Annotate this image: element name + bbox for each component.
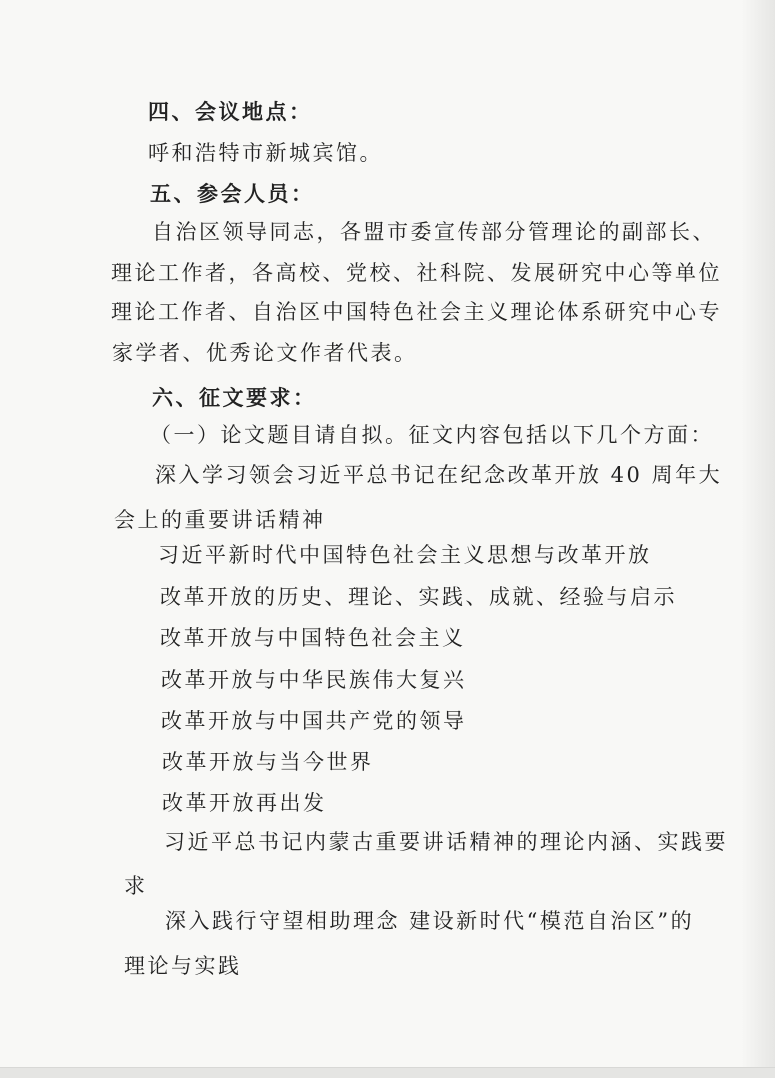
page-edge-shadow: [741, 0, 775, 1078]
section-5-heading: 五、参会人员：: [150, 181, 315, 206]
section-6-intro: （一）论文题目请自拟。征文内容包括以下几个方面：: [150, 423, 714, 447]
topic-line-13: 理论与实践: [124, 954, 242, 978]
topic-line-1: 深入学习领会习近平总书记在纪念改革开放 40 周年大: [155, 463, 723, 487]
topic-line-6: 改革开放与中华民族伟大复兴: [161, 668, 467, 692]
topic-line-3: 习近平新时代中国特色社会主义思想与改革开放: [158, 543, 652, 567]
topic-line-8: 改革开放与当今世界: [162, 750, 374, 774]
topic-line-2: 会上的重要讲话精神: [114, 508, 326, 532]
topic-line-4: 改革开放的历史、理论、实践、成就、经验与启示: [160, 585, 677, 609]
section-5-line-4: 家学者、优秀论文作者代表。: [112, 341, 418, 365]
topic-line-12: 深入践行守望相助理念 建设新时代“模范自治区”的: [165, 909, 695, 933]
topic-line-11: 求: [124, 874, 148, 898]
page-bottom-edge: [0, 1067, 775, 1078]
section-4-body: 呼和浩特市新城宾馆。: [148, 141, 383, 165]
topic-line-5: 改革开放与中国特色社会主义: [160, 626, 466, 650]
section-4-heading: 四、会议地点：: [148, 99, 313, 124]
section-5-line-3: 理论工作者、自治区中国特色社会主义理论体系研究中心专: [111, 300, 722, 324]
section-6-heading: 六、征文要求：: [152, 385, 317, 410]
topic-line-9: 改革开放再出发: [162, 791, 327, 815]
topic-line-7: 改革开放与中国共产党的领导: [161, 709, 467, 733]
section-5-line-2: 理论工作者，各高校、党校、社科院、发展研究中心等单位: [111, 261, 722, 285]
section-5-line-1: 自治区领导同志，各盟市委宣传部分管理论的副部长、: [152, 220, 716, 244]
topic-line-10: 习近平总书记内蒙古重要讲话精神的理论内涵、实践要: [164, 830, 728, 854]
